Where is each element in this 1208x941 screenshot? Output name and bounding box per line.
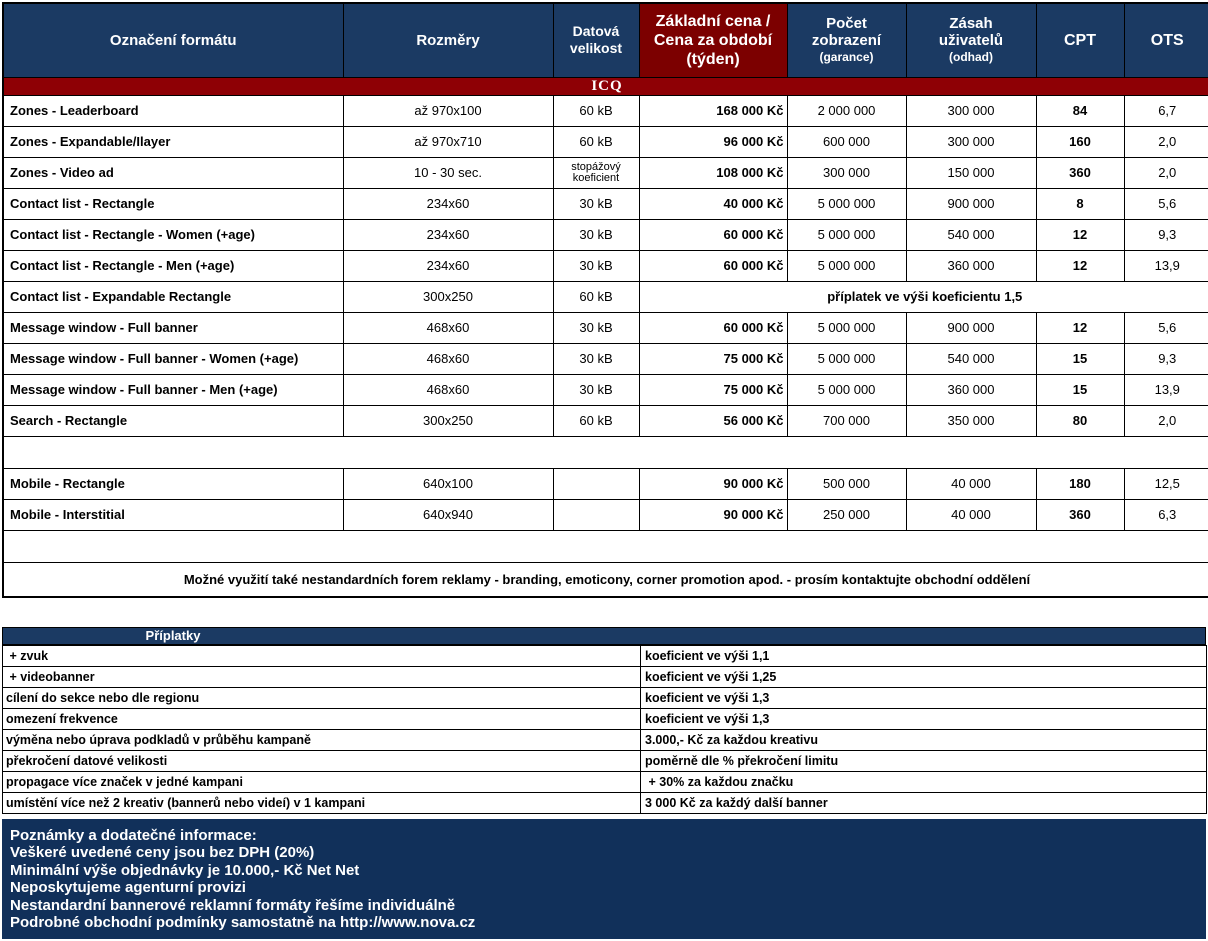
surcharges-header-bar [2, 627, 1206, 645]
empty-row [3, 530, 1208, 562]
table-row [3, 95, 1208, 126]
col-header-dimensions: Rozměry [343, 3, 553, 77]
price-cell: 90 000 Kč [639, 468, 787, 499]
cpt-cell: 84 [1036, 95, 1124, 126]
impressions-cell: 700 000 [787, 405, 906, 436]
section-row-icq [3, 77, 1208, 95]
dimensions-cell: 10 - 30 sec. [343, 157, 553, 188]
dimensions-cell: 234x60 [343, 219, 553, 250]
surcharge-label: výměna nebo úprava podkladů v průběhu kampaně [3, 729, 641, 750]
price-cell: 60 000 Kč [639, 250, 787, 281]
table-row [3, 312, 1208, 343]
surcharge-value: koeficient ve výši 1,25 [641, 666, 1207, 687]
cpt-cell: 360 [1036, 499, 1124, 530]
table-row [3, 281, 1208, 312]
surcharge-label: umístění více než 2 kreativ (bannerů nebo videí) v 1 kampani [3, 792, 641, 813]
reach-cell: 300 000 [906, 95, 1036, 126]
ots-cell: 5,6 [1124, 188, 1208, 219]
footer-line: Podrobné obchodní podmínky samostatně na http://www.nova.cz [10, 914, 476, 931]
cpt-cell: 12 [1036, 312, 1124, 343]
reach-cell: 350 000 [906, 405, 1036, 436]
surcharge-label: propagace více značek v jedné kampani [3, 771, 641, 792]
data-size-cell [553, 468, 639, 499]
format-cell: Contact list - Rectangle - Men (+age) [3, 250, 343, 281]
surcharge-value: koeficient ve výši 1,3 [641, 708, 1207, 729]
data-size-cell: 60 kB [553, 95, 639, 126]
ots-cell: 12,5 [1124, 468, 1208, 499]
surcharge-row [3, 792, 1207, 813]
table-row [3, 343, 1208, 374]
surcharge-row [3, 750, 1207, 771]
price-cell: 60 000 Kč [639, 312, 787, 343]
price-cell: 96 000 Kč [639, 126, 787, 157]
reach-cell: 40 000 [906, 499, 1036, 530]
cpt-cell: 80 [1036, 405, 1124, 436]
ots-cell: 9,3 [1124, 343, 1208, 374]
format-cell: Message window - Full banner - Men (+age) [3, 374, 343, 405]
reach-cell: 360 000 [906, 250, 1036, 281]
format-cell: Contact list - Expandable Rectangle [3, 281, 343, 312]
price-cell: 56 000 Kč [639, 405, 787, 436]
dimensions-cell: 300x250 [343, 405, 553, 436]
price-cell: 168 000 Kč [639, 95, 787, 126]
surcharge-value: + 30% za každou značku [641, 771, 1207, 792]
data-size-cell: 30 kB [553, 343, 639, 374]
data-size-cell: 30 kB [553, 219, 639, 250]
col-header-ots: OTS [1124, 3, 1208, 77]
surcharges-table [2, 645, 1207, 814]
dimensions-cell: 234x60 [343, 188, 553, 219]
col-header-data-size: Datová velikost [553, 3, 639, 77]
impressions-cell: 5 000 000 [787, 188, 906, 219]
ots-cell: 13,9 [1124, 374, 1208, 405]
format-cell: Zones - Leaderboard [3, 95, 343, 126]
reach-header-sub: (odhad) [949, 49, 993, 64]
surcharge-value: poměrně dle % překročení limitu [641, 750, 1207, 771]
col-header-format: Označení formátu [3, 3, 343, 77]
price-cell: 90 000 Kč [639, 499, 787, 530]
table-row [3, 405, 1208, 436]
impressions-cell: 5 000 000 [787, 343, 906, 374]
dimensions-cell: 468x60 [343, 312, 553, 343]
price-cell: 60 000 Kč [639, 219, 787, 250]
contact-note: Možné využití také nestandardních forem reklamy - branding, emoticony, corner promotion apod. - prosím kontaktujte obchodní oddělení [3, 562, 1208, 597]
impressions-cell: 600 000 [787, 126, 906, 157]
ots-cell: 9,3 [1124, 219, 1208, 250]
surcharge-label: + videobanner [3, 666, 641, 687]
format-cell: Search - Rectangle [3, 405, 343, 436]
data-size-cell: 60 kB [553, 126, 639, 157]
col-header-reach [906, 3, 1036, 77]
price-cell: 75 000 Kč [639, 343, 787, 374]
impressions-cell: 500 000 [787, 468, 906, 499]
ots-cell: 2,0 [1124, 126, 1208, 157]
pricing-table [2, 2, 1208, 598]
reach-cell: 360 000 [906, 374, 1036, 405]
format-cell: Zones - Expandable/Ilayer [3, 126, 343, 157]
data-size-cell: stopážový koeficient [553, 157, 639, 188]
reach-header-label: Zásah uživatelů [938, 14, 1004, 49]
table-row [3, 157, 1208, 188]
col-header-price: Základní cena / Cena za období (týden) [639, 3, 787, 77]
cpt-cell: 180 [1036, 468, 1124, 499]
col-header-cpt: CPT [1036, 3, 1124, 77]
impressions-cell: 5 000 000 [787, 312, 906, 343]
dimensions-cell: 640x940 [343, 499, 553, 530]
section-label: ICQ [3, 77, 1208, 95]
header-row [3, 3, 1208, 77]
format-cell: Contact list - Rectangle - Women (+age) [3, 219, 343, 250]
cpt-cell: 160 [1036, 126, 1124, 157]
table-row [3, 468, 1208, 499]
whitespace-gap [2, 598, 1206, 627]
data-size-cell: 60 kB [553, 281, 639, 312]
price-cell: 75 000 Kč [639, 374, 787, 405]
ots-cell: 2,0 [1124, 157, 1208, 188]
format-cell: Zones - Video ad [3, 157, 343, 188]
impressions-cell: 300 000 [787, 157, 906, 188]
surcharge-row [3, 729, 1207, 750]
impressions-header-label: Počet zobrazení [811, 14, 882, 49]
impressions-cell: 2 000 000 [787, 95, 906, 126]
table-row [3, 126, 1208, 157]
dimensions-cell: až 970x100 [343, 95, 553, 126]
table-row [3, 374, 1208, 405]
price-cell: 40 000 Kč [639, 188, 787, 219]
format-cell: Mobile - Interstitial [3, 499, 343, 530]
col-header-impressions [787, 3, 906, 77]
reach-cell: 540 000 [906, 343, 1036, 374]
surcharges-title: Příplatky [145, 627, 201, 643]
empty-row [3, 436, 1208, 468]
dimensions-cell: 300x250 [343, 281, 553, 312]
surcharge-value: 3 000 Kč za každý další banner [641, 792, 1207, 813]
rate-card-document [2, 2, 1206, 939]
surcharge-value: koeficient ve výši 1,1 [641, 645, 1207, 666]
reach-cell: 150 000 [906, 157, 1036, 188]
ots-cell: 13,9 [1124, 250, 1208, 281]
surcharge-row [3, 645, 1207, 666]
dimensions-cell: až 970x710 [343, 126, 553, 157]
empty-cell [3, 436, 1208, 468]
ots-cell: 5,6 [1124, 312, 1208, 343]
ots-cell: 6,3 [1124, 499, 1208, 530]
data-size-cell: 30 kB [553, 188, 639, 219]
footer-line: Poznámky a dodatečné informace: [10, 826, 257, 844]
surcharge-coefficient-cell: příplatek ve výši koeficientu 1,5 [639, 281, 1208, 312]
contact-note-row [3, 562, 1208, 597]
surcharge-value: 3.000,- Kč za každou kreativu [641, 729, 1207, 750]
surcharge-label: + zvuk [3, 645, 641, 666]
table-row [3, 219, 1208, 250]
dimensions-cell: 468x60 [343, 374, 553, 405]
data-size-cell: 30 kB [553, 250, 639, 281]
cpt-cell: 360 [1036, 157, 1124, 188]
footer-line: Minimální výše objednávky je 10.000,- Kč Net Net [10, 861, 360, 879]
price-cell: 108 000 Kč [639, 157, 787, 188]
format-cell: Mobile - Rectangle [3, 468, 343, 499]
impressions-cell: 250 000 [787, 499, 906, 530]
footer-line: Nestandardní bannerové reklamní formáty řešíme individuálně [10, 896, 456, 914]
surcharge-row [3, 687, 1207, 708]
cpt-cell: 12 [1036, 250, 1124, 281]
data-size-cell [553, 499, 639, 530]
surcharge-label: omezení frekvence [3, 708, 641, 729]
impressions-cell: 5 000 000 [787, 374, 906, 405]
empty-cell [3, 530, 1208, 562]
table-row [3, 250, 1208, 281]
surcharge-label: cílení do sekce nebo dle regionu [3, 687, 641, 708]
cpt-cell: 15 [1036, 374, 1124, 405]
footer-notes [2, 819, 1206, 939]
dimensions-cell: 234x60 [343, 250, 553, 281]
impressions-cell: 5 000 000 [787, 219, 906, 250]
surcharge-row [3, 771, 1207, 792]
format-cell: Message window - Full banner [3, 312, 343, 343]
dimensions-cell: 468x60 [343, 343, 553, 374]
reach-cell: 540 000 [906, 219, 1036, 250]
cpt-cell: 8 [1036, 188, 1124, 219]
impressions-cell: 5 000 000 [787, 250, 906, 281]
surcharge-label: překročení datové velikosti [3, 750, 641, 771]
data-size-cell: 60 kB [553, 405, 639, 436]
impressions-header-sub: (garance) [819, 49, 874, 64]
table-row [3, 499, 1208, 530]
footer-line: Veškeré uvedené ceny jsou bez DPH (20%) [10, 844, 315, 861]
cpt-cell: 12 [1036, 219, 1124, 250]
table-row [3, 188, 1208, 219]
footer-line: Neposkytujeme agenturní provizi [10, 879, 246, 896]
surcharge-row [3, 708, 1207, 729]
surcharge-value: koeficient ve výši 1,3 [641, 687, 1207, 708]
format-cell: Contact list - Rectangle [3, 188, 343, 219]
reach-cell: 900 000 [906, 188, 1036, 219]
format-cell: Message window - Full banner - Women (+age) [3, 343, 343, 374]
cpt-cell: 15 [1036, 343, 1124, 374]
surcharge-row [3, 666, 1207, 687]
reach-cell: 40 000 [906, 468, 1036, 499]
data-size-cell: 30 kB [553, 374, 639, 405]
reach-cell: 900 000 [906, 312, 1036, 343]
data-size-cell: 30 kB [553, 312, 639, 343]
ots-cell: 6,7 [1124, 95, 1208, 126]
ots-cell: 2,0 [1124, 405, 1208, 436]
dimensions-cell: 640x100 [343, 468, 553, 499]
reach-cell: 300 000 [906, 126, 1036, 157]
